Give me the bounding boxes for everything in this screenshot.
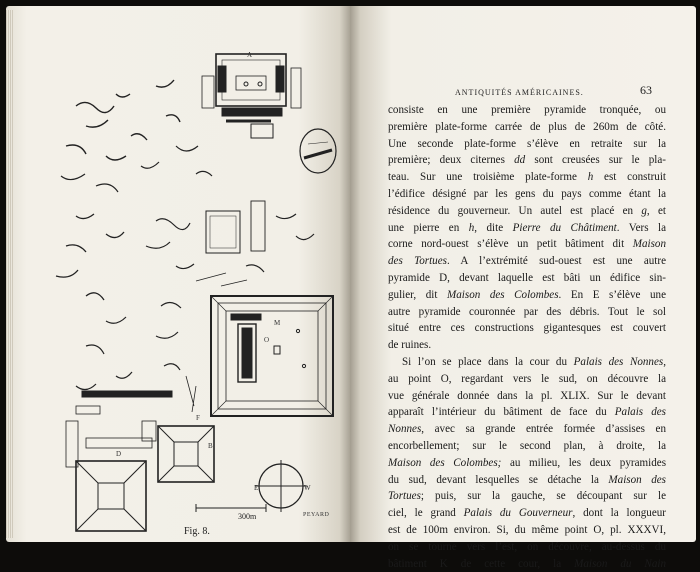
text-line [388, 287, 666, 304]
text-line [388, 455, 666, 472]
svg-text:D: D [116, 450, 122, 458]
text-run: Maison des [608, 473, 667, 486]
text-line [388, 136, 666, 153]
text-run: Tortues [388, 490, 421, 503]
page-edge-stack [6, 10, 14, 538]
open-book [6, 6, 696, 570]
svg-text:B: B [208, 442, 213, 450]
text-run: première plate-forme carrée de plus de 260m de côté. [388, 120, 666, 133]
text-line [388, 186, 666, 203]
text-run: autre pyramide couronnée par des débris. Tout le sol [388, 305, 666, 318]
text-run: . En E s’élève une [558, 288, 666, 301]
text-line [388, 169, 666, 186]
text-run: on se tourne vers l’est, on découvre, au-dessus du [388, 540, 666, 553]
text-run: bâtiment K de cette cour, la [388, 557, 575, 570]
page-number: 63 [640, 83, 652, 97]
text-line [388, 472, 666, 489]
text-line [388, 438, 666, 455]
text-run: Maison des Colombes; [388, 456, 502, 469]
text-line [388, 236, 666, 253]
text-run: Nonnes [388, 423, 422, 436]
text-run: Une seconde plate-forme s’élève en retraite sur la [388, 137, 666, 150]
body-text [388, 102, 666, 572]
text-line [388, 152, 666, 169]
text-run: au point O, regardant vers le sud, on découvre la [388, 372, 666, 385]
text-run: situé entre ces constructions gigantesques est couvert [388, 322, 666, 335]
text-run: h [468, 221, 475, 234]
svg-text:W: W [304, 484, 311, 492]
text-run: , [663, 355, 667, 368]
text-run: h [587, 171, 594, 184]
svg-text:F: F [196, 414, 200, 422]
text-run: , dite [474, 221, 513, 234]
text-line [388, 505, 666, 522]
text-line [388, 304, 666, 321]
text-run: pyramide D, devant laquelle est bâti un édifice sin- [388, 271, 666, 284]
text-run: Palais des Nonnes [573, 355, 664, 368]
text-run: Pierre du Châtiment [512, 221, 617, 234]
svg-text:A: A [247, 51, 253, 59]
text-run: Maison des Colombes [447, 288, 559, 301]
text-run: est de 100m environ. Si, du même point O, pl. XXXVI, [388, 523, 666, 536]
text-run: vue générale donnée dans la pl. XLIX. Sur le devant [388, 389, 666, 402]
text-line [388, 522, 666, 539]
text-run: gulier, dit [388, 288, 447, 301]
text-line [388, 354, 666, 371]
text-run: résidence du gouverneur. Un autel est placé en [388, 204, 642, 217]
text-run: Maison du Nain [574, 557, 666, 570]
text-run: une pierre en [388, 221, 469, 234]
text-run: ; puis, sur la gauche, se découpant sur le [420, 490, 666, 503]
text-run: dd [514, 154, 526, 167]
text-run: . A l’extrémité sud-ouest est une autre [446, 255, 666, 268]
text-run: , dont la longueur [572, 507, 666, 520]
text-run: , et [646, 204, 667, 217]
text-run: Palais des [614, 406, 666, 419]
text-line [388, 556, 666, 572]
text-run: sont creusées sur le pla- [525, 154, 666, 167]
text-line [388, 320, 666, 337]
site-plan-illustration [46, 46, 346, 526]
text-run: l’édifice désigné par les gens du pays comme étant la [388, 187, 666, 200]
text-line [388, 220, 666, 237]
text-run: consiste en une première pyramide tronquée, ou [388, 104, 666, 116]
engraver-signature: PEYARD [303, 512, 330, 518]
text-line [388, 371, 666, 388]
text-run: g [641, 204, 647, 217]
text-line [388, 421, 666, 438]
text-run: Si l’on se place dans la cour du [402, 355, 574, 368]
text-run: encorbellement; sur le second plan, à droite, la [388, 439, 666, 452]
figure-caption: Fig. 8. [184, 526, 210, 537]
text-run: des Tortues [388, 255, 447, 268]
text-line [388, 119, 666, 136]
text-line [388, 203, 666, 220]
text-run: ciel, le grand [388, 507, 464, 520]
text-run: de ruines. [388, 339, 432, 352]
svg-text:O: O [264, 336, 270, 344]
text-line [388, 337, 666, 354]
text-line [388, 539, 666, 556]
text-line [388, 253, 666, 270]
text-line [388, 404, 666, 421]
text-run: . Vers la [616, 221, 666, 234]
left-page [6, 6, 350, 542]
svg-text:M: M [274, 319, 281, 327]
text-run: est construit [593, 171, 666, 184]
text-run: apparaît l’intérieur du bâtiment de face du [388, 406, 615, 419]
text-run: Palais du Gouverneur [463, 507, 573, 520]
text-line [388, 270, 666, 287]
text-line [388, 102, 666, 119]
text-run: au milieu, les deux pyramides [501, 456, 667, 469]
text-line [388, 488, 666, 505]
right-page [350, 6, 696, 570]
text-run: teau. Sur une troisième plate-forme [388, 171, 588, 184]
text-run: Maison [632, 238, 666, 251]
text-run: corne nord-ouest s’élève un petit bâtiment dit [388, 238, 633, 251]
text-run: première; deux citernes [388, 154, 515, 167]
text-line [388, 388, 666, 405]
svg-text:E: E [254, 484, 259, 492]
running-head: ANTIQUITÉS AMÉRICAINES. [455, 88, 584, 97]
text-run: du sud, devant lesquelles se détache la [388, 473, 609, 486]
scale-label: 300m [238, 512, 257, 521]
text-run: , avec sa grande entrée formée d’assises en [421, 423, 666, 436]
